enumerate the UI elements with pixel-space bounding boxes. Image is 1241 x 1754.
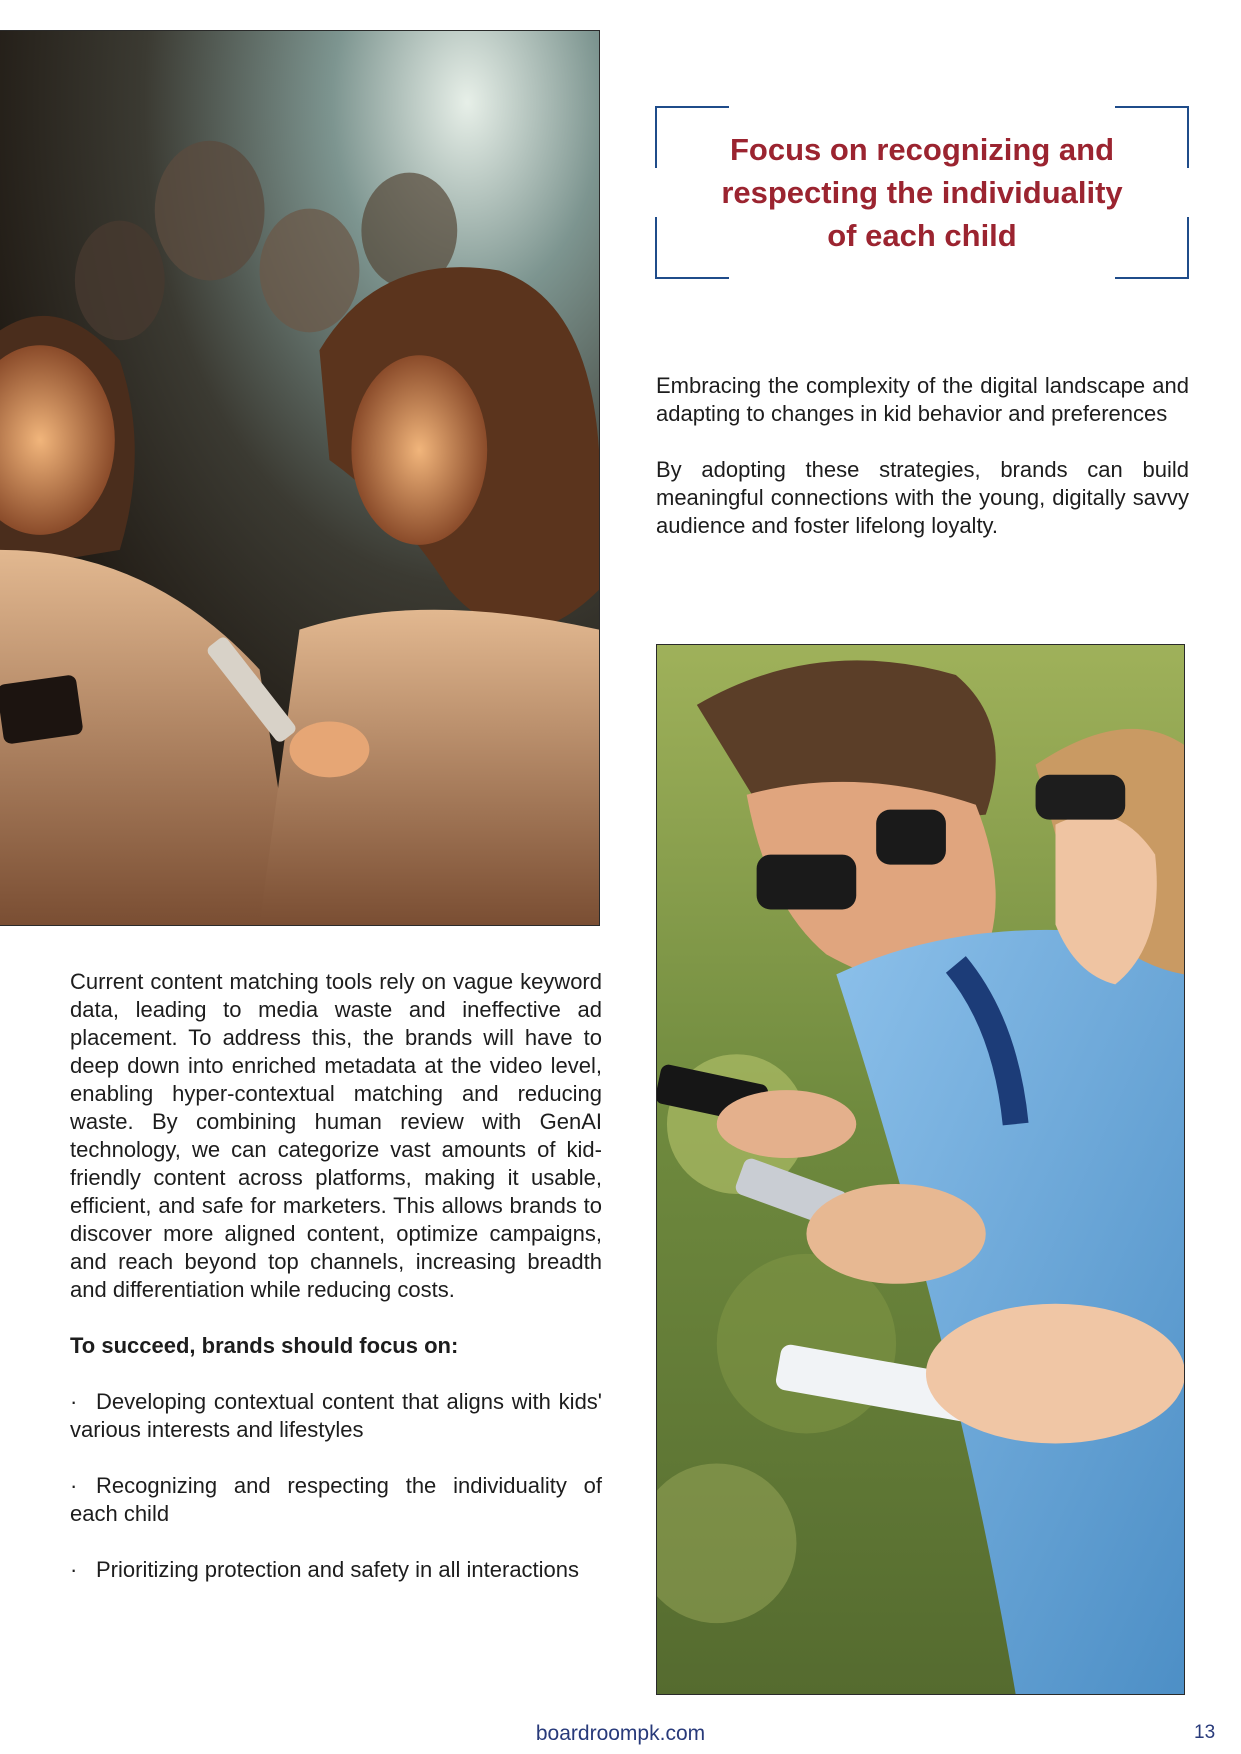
paragraph: Current content matching tools rely on vague keyword data, leading to media waste and ineffective ad placement. To address this, the brands will have to deep down into enriched metadata at the video level, enabling hyper-contextual matching and reducing waste. By combining human review with GenAI technology, we can categorize vast amounts of kid-friendly content across platforms, making it usable, efficient, and safe for marketers. This allows brands to discover more aligned content, optimize campaigns, and reach beyond top channels, increasing breadth and differentiation while reducing costs. [70,969,602,1302]
callout-box [655,106,1189,279]
callout-line: respecting the individuality [721,175,1123,210]
list-item-text: Developing contextual content that aligns with kids' various interests and lifestyles [70,1389,602,1442]
paragraph: Embracing the complexity of the digital landscape and adapting to changes in kid behavior and preferences [656,373,1189,426]
bullet-mark: · [70,1473,78,1498]
section-heading: To succeed, brands should focus on: [70,1333,459,1358]
callout-line: Focus on recognizing and [729,132,1115,167]
list-item [70,1556,602,1584]
right-column-text [656,372,1189,540]
callout-line: of each child [827,218,1017,253]
left-column-text [70,968,602,1584]
footer-url[interactable]: boardroompk.com [535,1722,706,1745]
list-item-text: Prioritizing protection and safety in all interactions [96,1557,580,1582]
students-using-smartphones-photo [656,644,1185,1695]
list-item-text: Recognizing and respecting the individuality of each child [70,1473,602,1526]
paragraph: By adopting these strategies, brands can build meaningful connections with the young, digitally savvy audience and foster lifelong loyalty. [656,457,1189,538]
teens-with-smartphones-photo [0,30,600,926]
callout-text [695,128,1149,257]
bullet-mark: · [70,1557,78,1582]
list-item [70,1472,602,1528]
bullet-mark: · [70,1389,78,1414]
page-number: 13 [1194,1722,1216,1743]
list-item [70,1388,602,1444]
